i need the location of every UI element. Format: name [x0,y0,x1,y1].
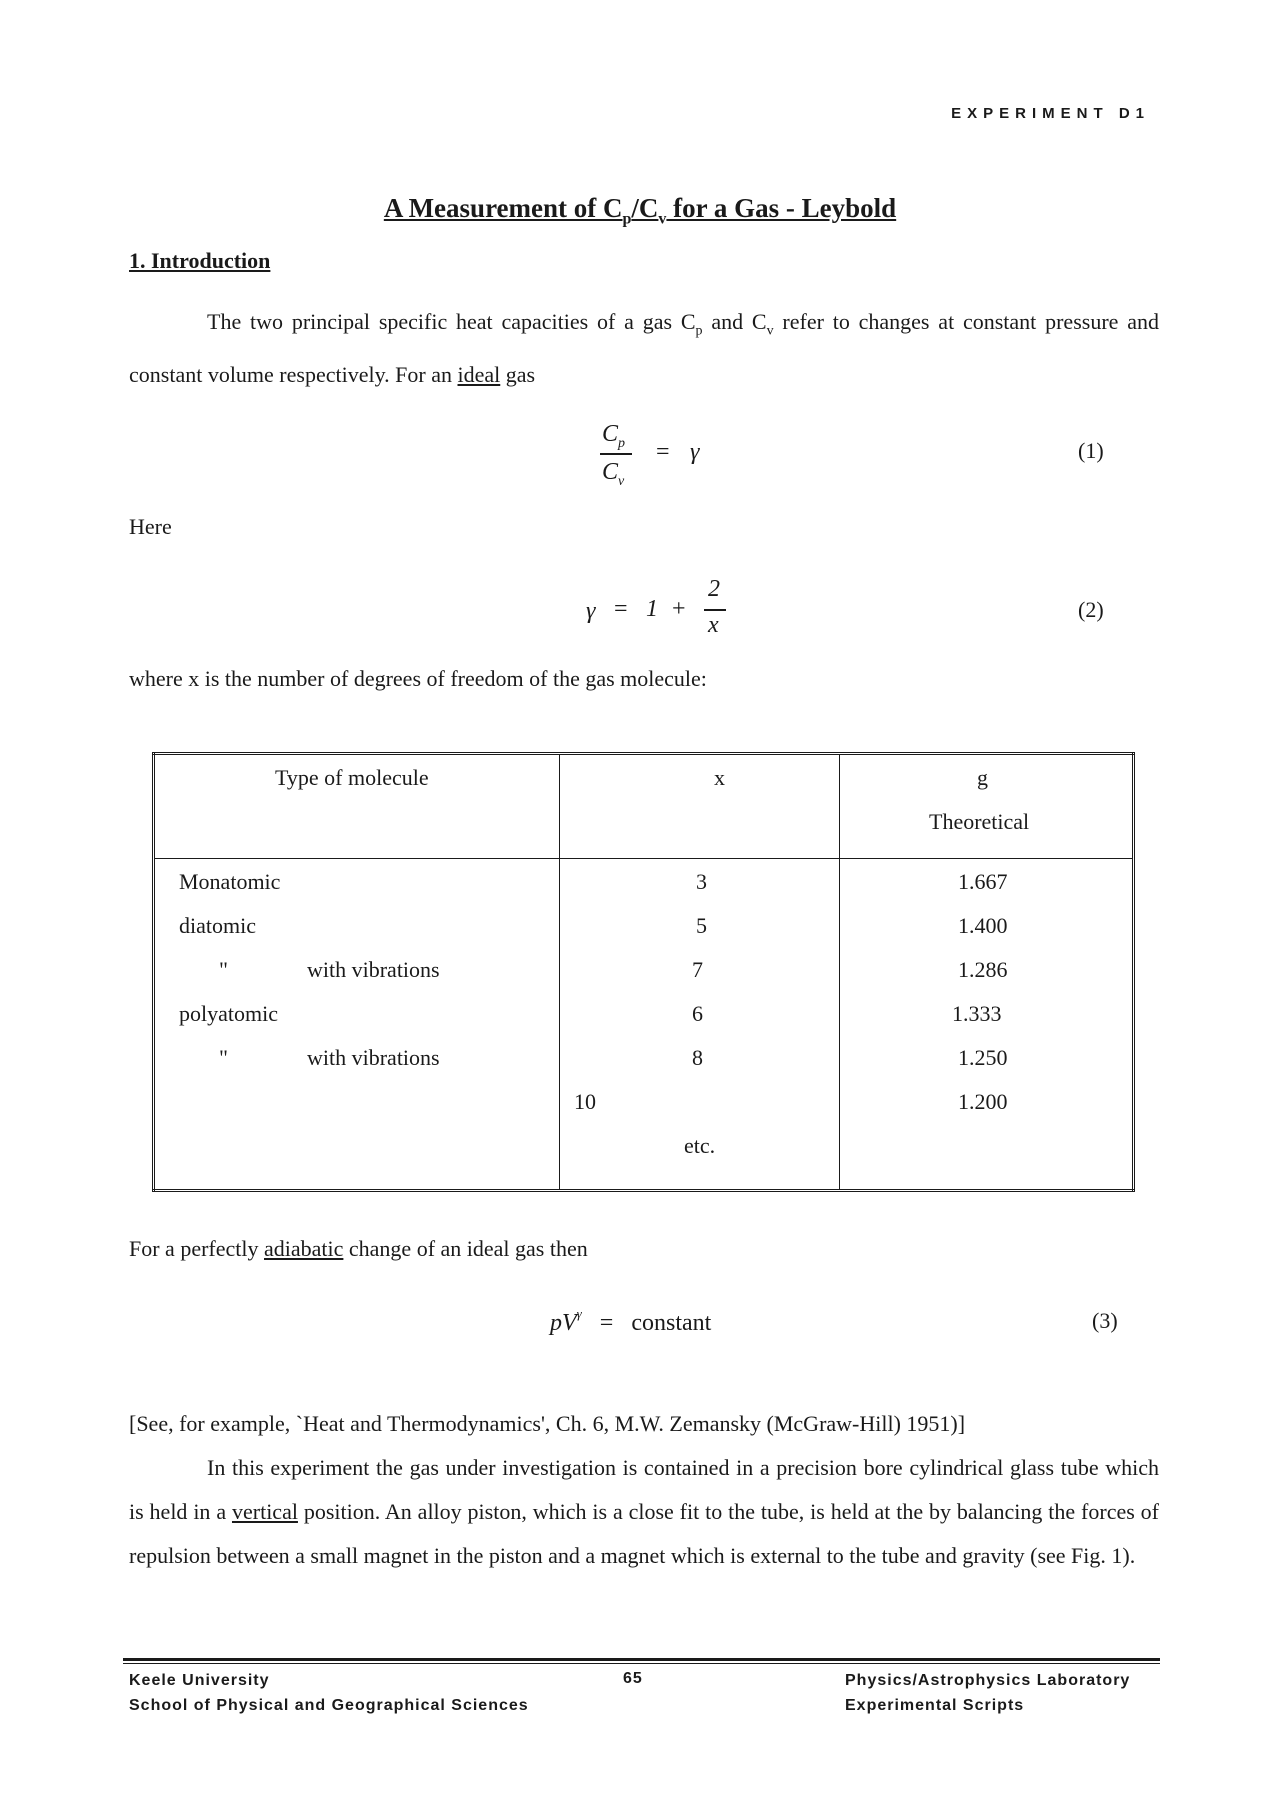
adiabatic-part: For a perfectly [129,1236,264,1261]
header-x-cell [560,754,840,859]
row-type: polyatomic [179,1001,278,1026]
row-sub: with vibrations [307,1045,440,1070]
header-type-cell [154,754,560,859]
row-x: 8 [692,1045,703,1070]
adiabatic-underlined: adiabatic [264,1236,344,1261]
ideal-underlined: ideal [457,362,501,388]
table-body-row [154,859,1134,1191]
g-column [840,859,1134,1191]
eq2-number: (2) [1078,597,1104,622]
eq3-pv: pV [550,1310,577,1336]
header-type: Type of molecule [275,765,429,790]
title-sub-v: v [658,210,667,228]
eq1-num-c: C [602,421,619,447]
row-x: 10 [574,1089,596,1114]
intro-text: and C [702,309,767,334]
experiment-label: EXPERIMENT D1 [951,105,1150,122]
eq1-num-sub: p [618,435,626,451]
eq1-den-c: C [602,459,619,485]
row-x: 6 [692,1001,703,1026]
para2-text: In this experiment the gas under investigation is contained in a precision bore cylindrical glass tube which is held in a [129,1455,1159,1524]
row-g: 1.286 [958,957,1008,982]
title-sub-p: p [622,210,632,228]
row-g: 1.250 [958,1045,1008,1070]
reference-text: [See, for example, `Heat and Thermodynamics', Ch. 6, M.W. Zemansky (McGraw-Hill) 1951)] [129,1411,966,1436]
footer-rule-thin [123,1663,1160,1664]
row-g: 1.667 [958,869,1008,894]
row-x: 7 [692,957,703,982]
eq1-den-sub: v [618,473,625,489]
row-type: diatomic [179,913,256,938]
footer-scripts: Experimental Scripts [845,1697,1025,1714]
intro-text: refer to changes at constant pressure and constant volume respectively. For an [129,309,1159,388]
row-sub: with vibrations [307,957,440,982]
footer-rule [123,1658,1160,1661]
adiabatic-text [129,1227,588,1271]
equation-2 [580,576,780,656]
eq1-numerator [602,421,625,452]
intro-paragraph [129,300,1159,397]
header-g: g [977,765,988,790]
intro-sub-p: p [695,323,703,339]
row-type: Monatomic [179,869,281,894]
intro-text: The two principal specific heat capacities of a gas C [207,309,696,334]
footer-school: School of Physical and Geographical Sciences [129,1697,529,1714]
row-g: 1.333 [952,1001,1002,1026]
footer-lab: Physics/Astrophysics Laboratory [845,1672,1131,1689]
experiment-paragraph [129,1446,1159,1578]
title-part: A Measurement of C [383,193,623,223]
intro-sub-v: v [766,323,774,339]
header-g-cell [840,754,1134,859]
row-ditto: " [219,1045,228,1070]
eq3-equals: = [599,1310,614,1336]
x-column [560,859,840,1191]
title-part: /C [631,193,659,223]
page-number: 65 [623,1670,643,1687]
etc-text: etc. [684,1133,716,1158]
eq2-fraction-bar [704,609,726,611]
equation-3 [550,1306,800,1346]
type-column [154,859,560,1191]
eq2-gamma: γ [586,598,596,624]
footer-university: Keele University [129,1672,270,1689]
degrees-of-freedom-table [152,752,1135,1192]
eq2-numerator: 2 [708,576,720,602]
page-title [0,193,1280,228]
row-g: 1.200 [958,1089,1008,1114]
row-g: 1.400 [958,913,1008,938]
title-part: for a Gas - Leybold [666,193,897,223]
row-ditto: " [219,957,228,982]
eq2-one: 1 [646,596,658,622]
eq3-number: (3) [1092,1308,1118,1333]
header-theoretical: Theoretical [929,809,1030,834]
eq1-gamma: γ [690,439,700,465]
eq2-plus: + [672,596,686,622]
equation-1 [590,415,750,495]
eq3-superscript: γ [576,1306,582,1321]
header-x: x [714,765,725,790]
eq1-denominator [602,459,624,490]
eq3-constant: constant [631,1310,712,1336]
here-text: Here [129,514,172,539]
row-x: 3 [696,869,707,894]
where-text: where x is the number of degrees of freedom of the gas molecule: [129,666,707,691]
row-x: 5 [696,913,707,938]
eq2-equals: = [614,596,628,622]
eq1-number: (1) [1078,438,1104,463]
section-heading: 1. Introduction [129,248,271,273]
para2-text: position. An alloy piston, which is a close fit to the tube, is held at the by balancing the forces of repulsion between a small magnet in the piston and a magnet which is external to the tube and gravity (see Fig. 1). [129,1499,1159,1568]
table-header-row [154,754,1134,859]
eq1-equals: = [656,439,670,465]
eq1-fraction-bar [600,453,632,455]
vertical-underlined: vertical [231,1499,298,1524]
eq2-denominator: x [708,612,719,638]
adiabatic-part: change of an ideal gas then [343,1236,588,1261]
intro-text: gas [500,362,536,388]
